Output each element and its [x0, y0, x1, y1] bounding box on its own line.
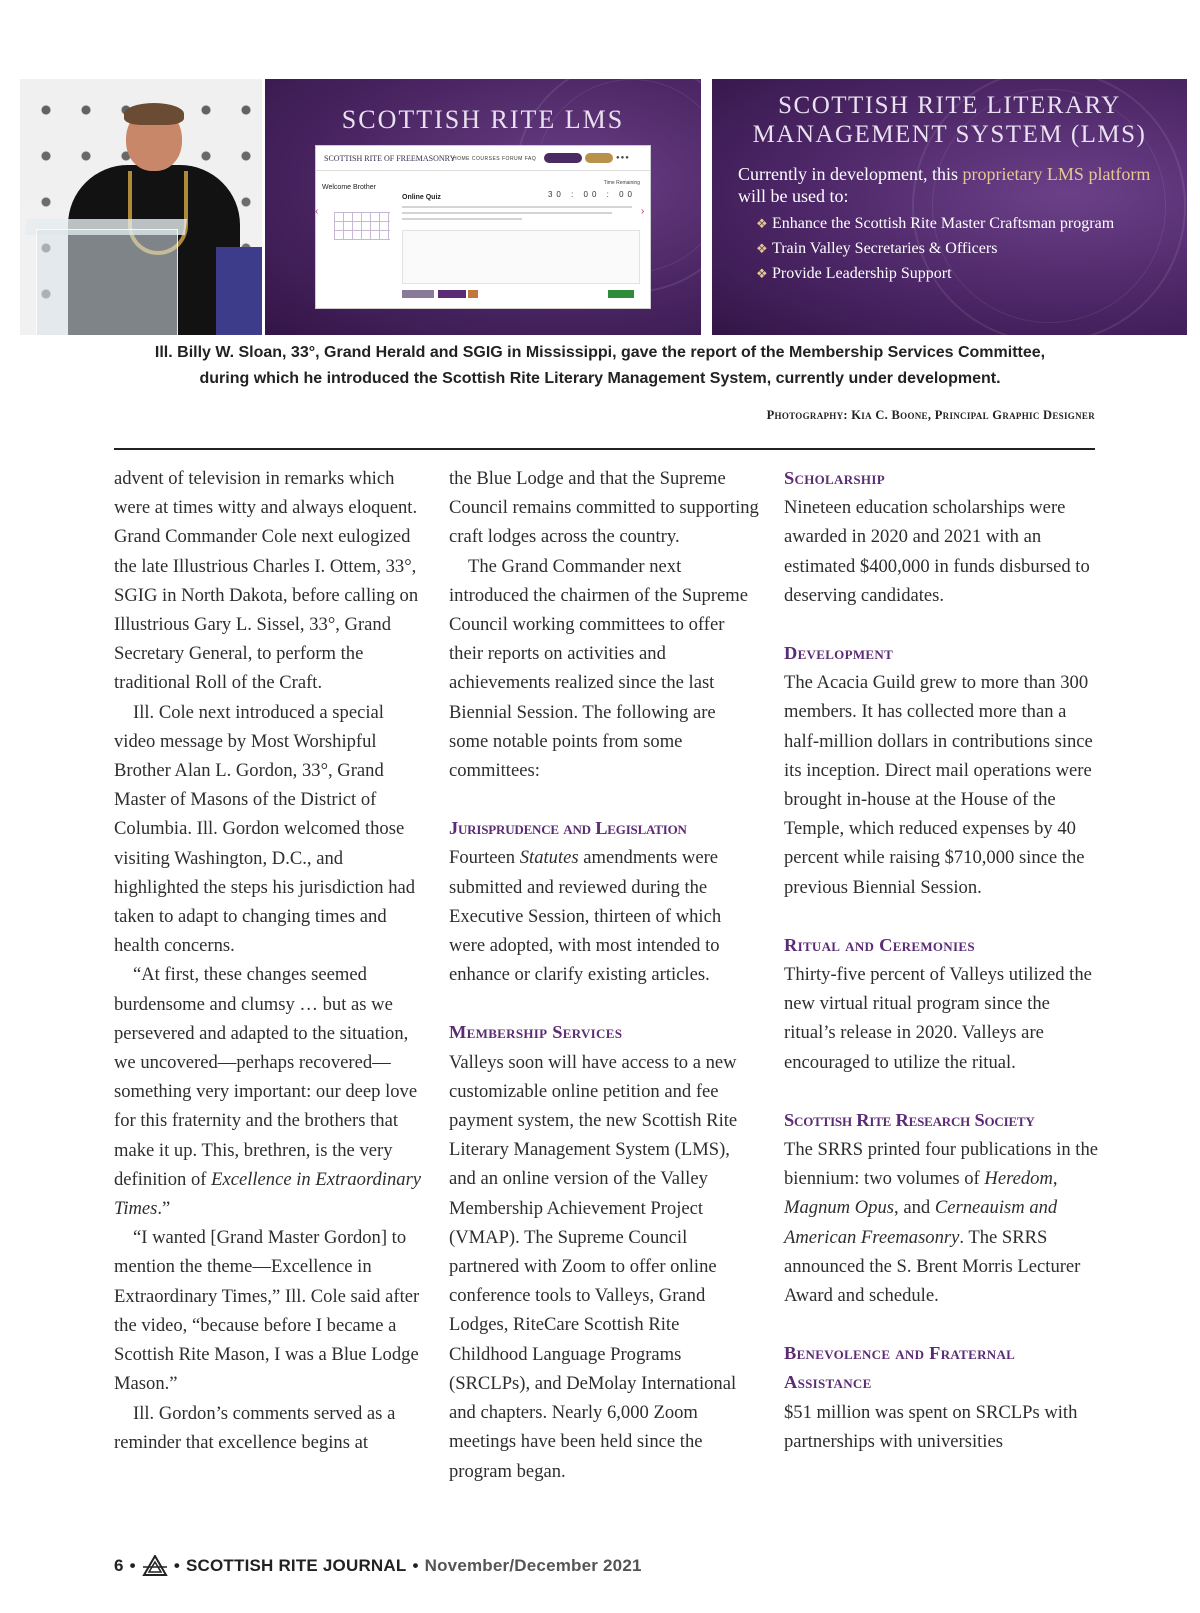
lms-info-intro [738, 163, 1158, 207]
article-column-3 [784, 464, 1098, 1456]
paragraph: Valleys soon will have access to a new customizable online petition and fee payment system, the new Scottish Rite Literary Management System (LMS), and an online version of the Valley Membership Achievement Project (VMAP). The Supreme Council partnered with Zoom to offer online conference tools to Valleys, Grand Lodges, RiteCare Scottish Rite Childhood Language Programs (SRCLPs), and DeMolay International and chapters. Nearly 6,000 Zoom meetings have been held since the program began. [449, 1051, 738, 1482]
mockup-text-line [402, 218, 522, 220]
intro-text: Currently in development, this [738, 164, 963, 184]
mockup-pill-credits [585, 153, 613, 163]
paragraph-text: , and [894, 1197, 935, 1219]
mockup-button [438, 290, 466, 298]
mockup-nav: HOME COURSES FORUM FAQ [453, 156, 537, 162]
journal-name: SCOTTISH RITE JOURNAL [185, 1556, 407, 1575]
paragraph [784, 1135, 1098, 1310]
bullet-text: Train Valley Secretaries & Officers [772, 240, 998, 257]
lms-screenshot-mockup [315, 145, 651, 309]
speaker-hair [124, 103, 184, 125]
diamond-bullet-icon: ❖ [756, 241, 768, 256]
paragraph-text: “At first, these changes seemed burdensome and clumsy … but as we persevered and adapted to the situation, we uncovered—perhaps recovered—something very important: our deep love for this fraternity and the brothers that make it up. This, brethren, is the very definition of [114, 964, 418, 1190]
bullet-item [756, 213, 1140, 234]
italic-title: Heredom [984, 1168, 1053, 1190]
intro-text: will be used to: [738, 186, 849, 206]
lms-info-bullets [756, 213, 1140, 288]
italic-title: Cerneauism and American Freemasonry [784, 1197, 1058, 1248]
speaker-photo [20, 79, 262, 335]
mockup-pill-dashboard [544, 153, 582, 163]
mockup-time-value: 30 : 00 : 00 [547, 190, 636, 199]
paragraph: the Blue Lodge and that the Supreme Council remains committed to supporting craft lodges across the country. [449, 468, 759, 548]
page-footer [114, 1555, 642, 1577]
lms-banner-title: SCOTTISH RITE LMS [341, 105, 625, 134]
paragraph-text: . The SRRS announced the S. Brent Morris Lecturer Award and schedule. [784, 1226, 1081, 1307]
lms-info-title-line1: SCOTTISH RITE LITERARY [778, 92, 1121, 119]
paragraph [114, 960, 428, 1223]
section-heading-scholarship: Scholarship [784, 468, 885, 488]
bullet-separator: • [129, 1556, 136, 1575]
diamond-bullet-icon: ❖ [756, 216, 768, 231]
article-column-2 [449, 464, 759, 1486]
lms-info-banner [712, 79, 1187, 335]
bullet-item [756, 238, 1140, 259]
lms-banner-photo [265, 79, 701, 335]
photo-caption [70, 340, 1130, 392]
paragraph: advent of television in remarks which were at times witty and always eloquent. Grand Commander Cole next eulogized the late Illustrious Charles I. Ottem, 33°, SGIG in North Dakota, before calling on Illustrious Gary L. Sissel, 33°, Grand Secretary General, to perform the traditional Roll of the Craft. [114, 468, 419, 694]
blue-drape [216, 247, 262, 335]
bullet-separator: • [412, 1556, 419, 1575]
paragraph: Ill. Gordon’s comments served as a reminder that excellence begins at [114, 1402, 396, 1453]
paragraph-text: , [1052, 1168, 1058, 1190]
lms-info-title-line2: MANAGEMENT SYSTEM (LMS) [752, 121, 1147, 148]
section-heading-srrs: Scottish Rite Research Society [784, 1109, 1035, 1130]
paragraph-text: .” [157, 1198, 171, 1220]
mockup-quiz-title: Online Quiz [402, 194, 441, 201]
caption-line1: Ill. Billy W. Sloan, 33°, Grand Herald and SGIG in Mississippi, gave the report of the Membership Services Committee, [154, 344, 1046, 361]
article-column-1 [114, 464, 428, 1457]
mockup-button [402, 290, 434, 298]
section-heading-development: Development [784, 643, 894, 664]
photo-credit: Photography: Kia C. Boone, Principal Graphic Designer [766, 408, 1095, 422]
glass-lectern [36, 229, 178, 335]
mockup-welcome: Welcome Brother [322, 184, 376, 191]
paragraph: “I wanted [Grand Master Gordon] to mention the theme—Excellence in Extraordinary Times,” Ill. Cole said after the video, “because before I became a Scottish Rite Mason, I was a Blue Lodge Mason.” [114, 1227, 420, 1395]
mockup-logo: SCOTTISH RITE OF FREEMASONRY [324, 154, 456, 163]
mockup-time-label: Time Remaining [603, 180, 640, 186]
diamond-bullet-icon: ❖ [756, 266, 768, 281]
section-heading-benevolence: Benevolence and Fraternal Assistance [784, 1343, 1016, 1393]
mockup-text-line [402, 212, 612, 214]
italic-title: Magnum Opus [784, 1197, 895, 1219]
intro-highlight: proprietary LMS platform [962, 164, 1151, 184]
section-heading-ritual: Ritual and Ceremonies [784, 934, 975, 955]
section-divider [114, 448, 1095, 450]
lms-info-title [712, 91, 1187, 149]
mockup-icons: ●●● [616, 155, 630, 161]
page-number: 6 [114, 1556, 124, 1575]
paragraph-text: amendments were submitted and reviewed during the Executive Session, thirteen of which were adopted, with most intended to enhance or clarify existing articles. [449, 847, 722, 986]
bullet-separator: • [173, 1556, 180, 1575]
bullet-item [756, 263, 1140, 284]
mockup-next-arrow-icon: › [641, 206, 645, 217]
paragraph: Ill. Cole next introduced a special video message by Most Worshipful Brother Alan L. Gordon, 33°, Grand Master of Masons of the District of Columbia. Ill. Gordon welcomed those visiting Washington, D.C., and highlighted the steps his jurisdiction had taken to adapt to changing times and health concerns. [114, 701, 416, 957]
photo-strip [20, 79, 1187, 335]
caption-line2: during which he introduced the Scottish Rite Literary Management System, currently under development. [199, 370, 1001, 387]
mockup-question-grid [334, 212, 390, 240]
mockup-answer-box [402, 230, 640, 284]
section-heading-jurisprudence: Jurisprudence and Legislation [449, 818, 687, 839]
paragraph: The Grand Commander next introduced the chairmen of the Supreme Council working committees to offer their reports on activities and achievements realized since the last Biennial Session. The following are some notable points from some committees: [449, 555, 748, 782]
paragraph: The Acacia Guild grew to more than 300 members. It has collected more than a half-million dollars in contributions since its inception. Direct mail operations were brought in-house at the House of the Temple, which reduced expenses by 40 percent while raising $710,000 since the previous Biennial Session. [784, 672, 1093, 898]
paragraph: Nineteen education scholarships were awarded in 2020 and 2021 with an estimated $400,000 in funds disbursed to deserving candidates. [784, 497, 1090, 606]
mockup-button [468, 290, 478, 298]
bullet-text: Provide Leadership Support [772, 265, 952, 282]
italic-statutes: Statutes [519, 847, 579, 869]
mockup-text-line [402, 206, 632, 208]
paragraph [449, 843, 759, 989]
section-heading-membership: Membership Services [449, 1022, 623, 1043]
mockup-prev-arrow-icon: ‹ [315, 206, 319, 217]
paragraph-text: The SRRS printed four publications in the biennium: two volumes of [784, 1139, 1098, 1190]
paragraph-text: Fourteen [449, 847, 520, 869]
paragraph: $51 million was spent on SRCLPs with partnerships with universities [784, 1401, 1078, 1452]
bullet-text: Enhance the Scottish Rite Master Craftsman program [772, 215, 1115, 232]
mockup-submit-button [608, 290, 634, 298]
paragraph: Thirty-five percent of Valleys utilized the new virtual ritual program since the ritual’s release in 2020. Valleys are encouraged to utilize the ritual. [784, 964, 1092, 1073]
issue-date: November/December 2021 [424, 1556, 642, 1575]
italic-theme: Excellence in Extraordinary Times [114, 1168, 422, 1220]
mockup-divider [316, 170, 650, 171]
double-eagle-emblem-icon [142, 1555, 168, 1577]
